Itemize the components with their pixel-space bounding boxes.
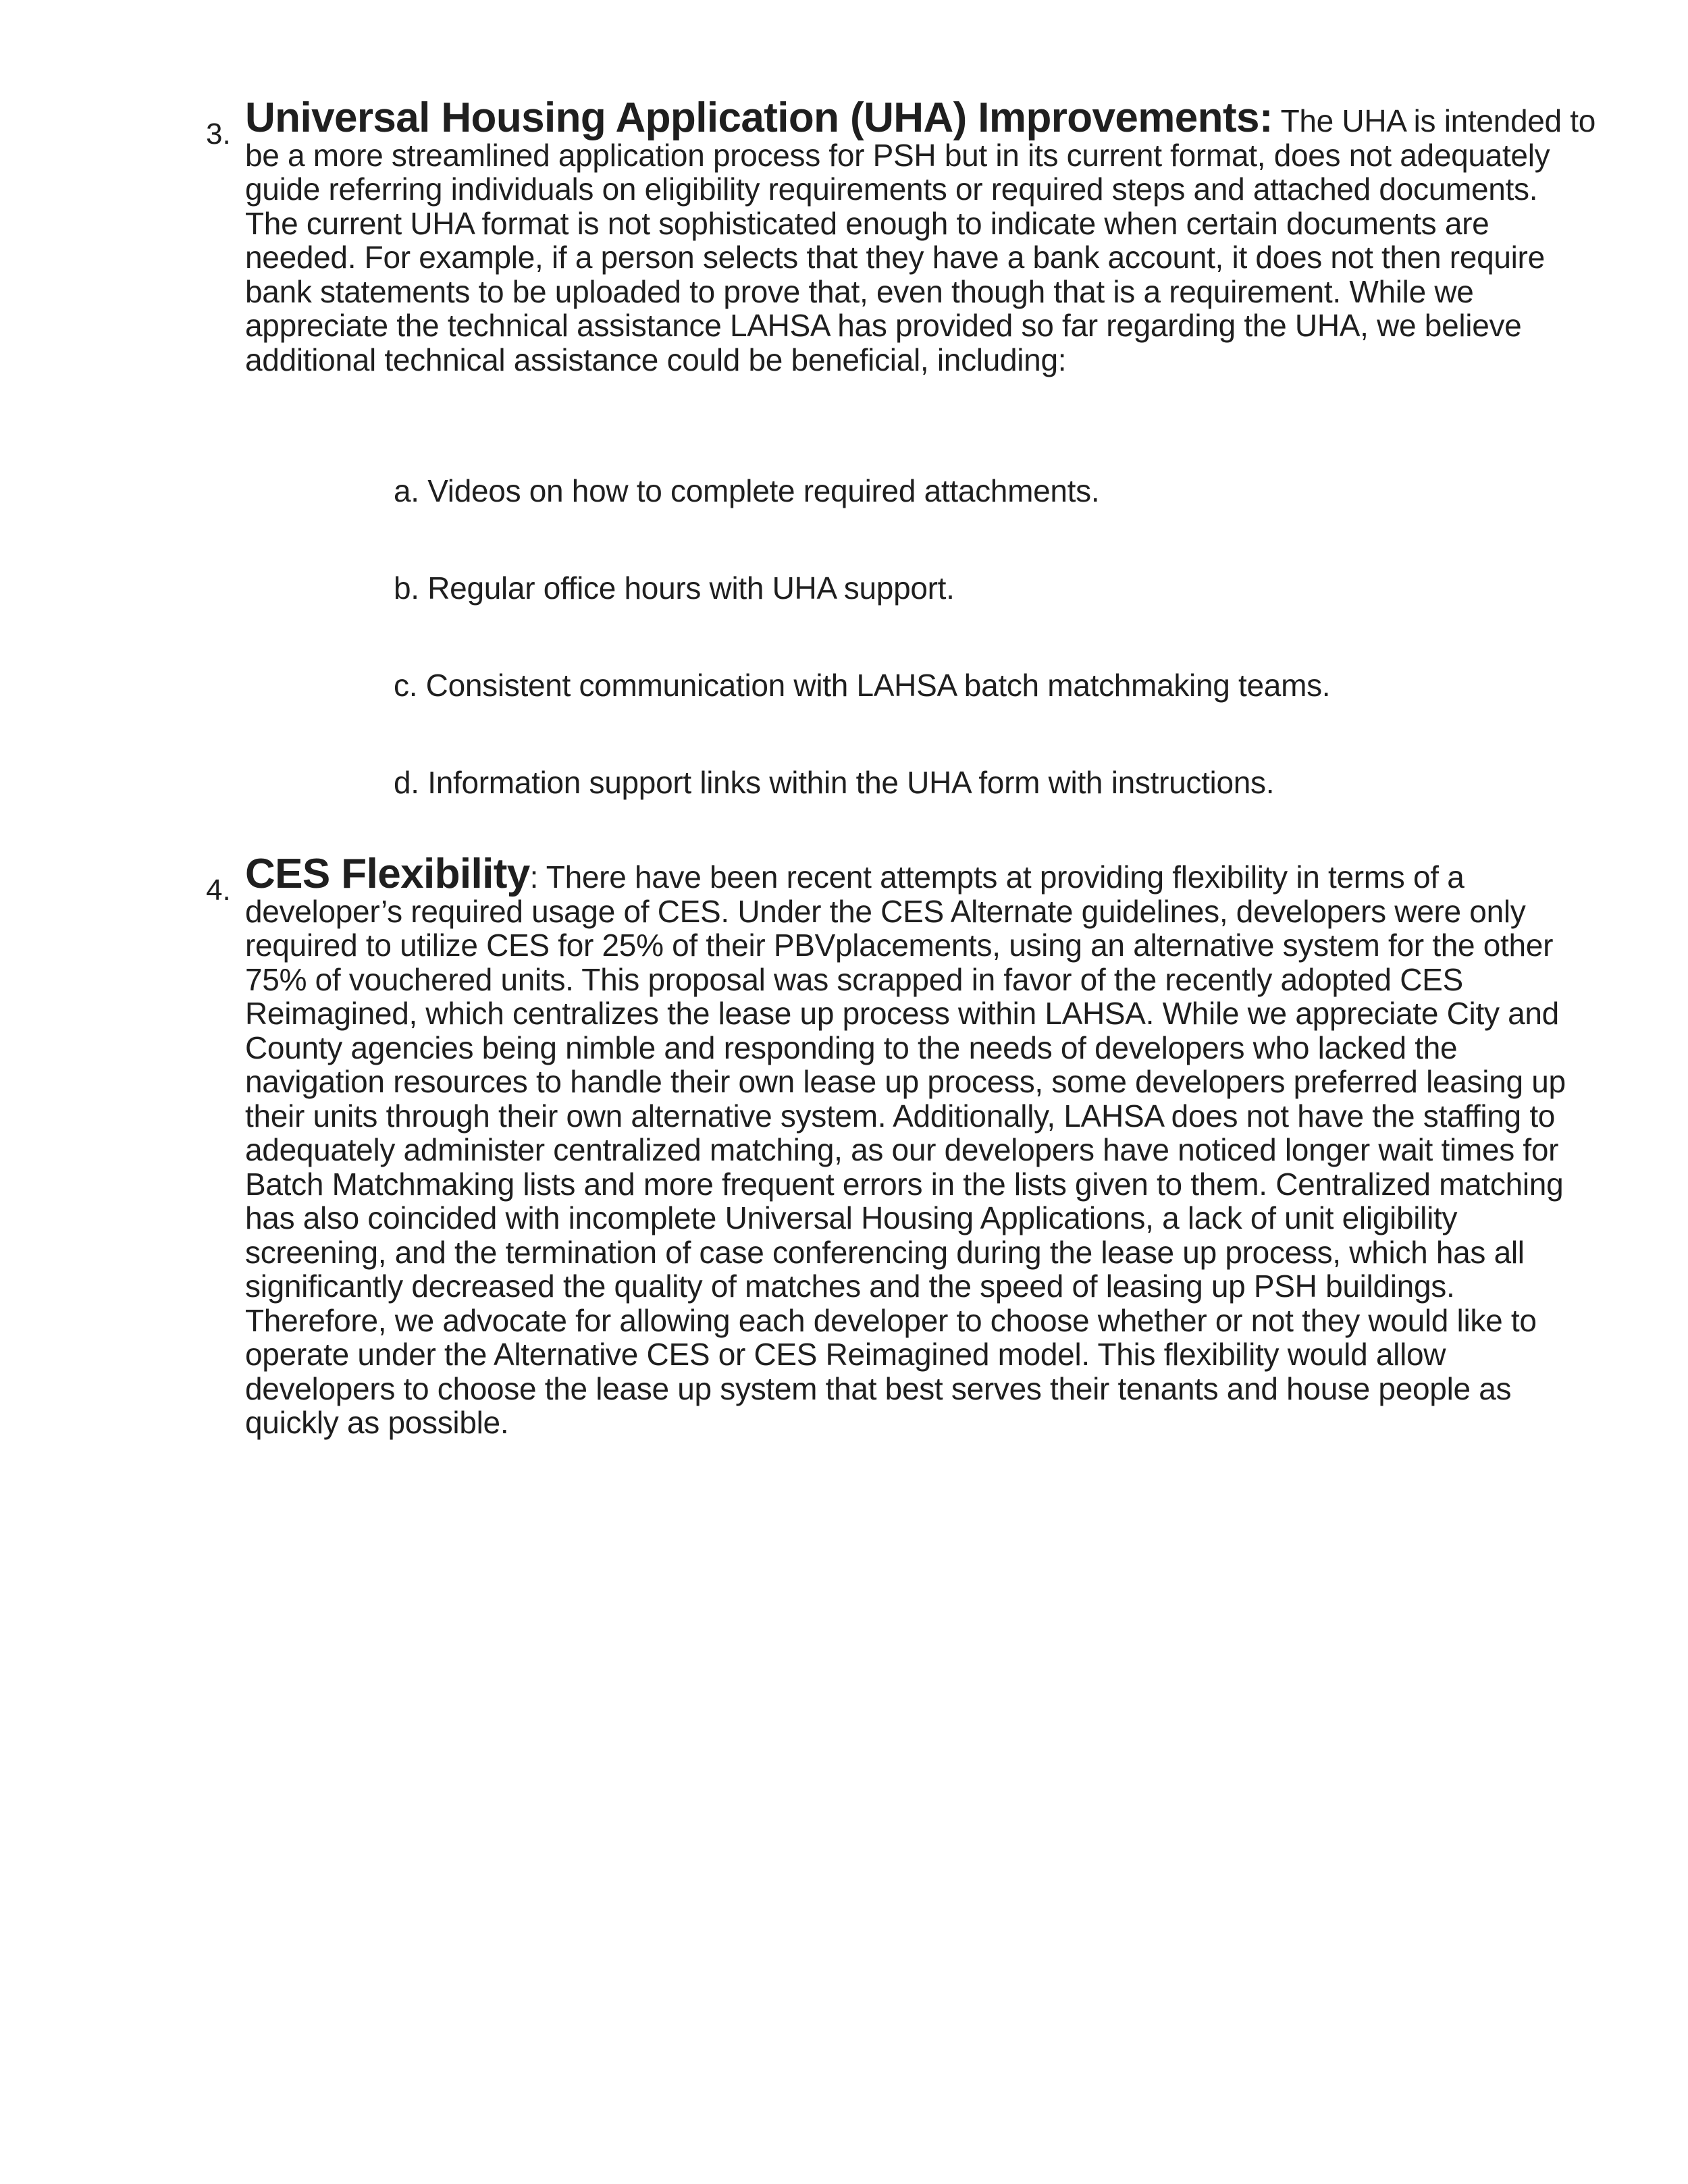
sub-item-c: c. Consistent communication with LAHSA batch matchmaking teams. [394, 668, 1331, 703]
item-4-paragraph [245, 851, 1597, 1440]
item-4-heading-colon: : [529, 859, 539, 895]
sub-item-b: b. Regular office hours with UHA support. [394, 570, 955, 606]
item-3-heading: Universal Housing Application (UHA) Improvements: [245, 95, 1273, 141]
item-3-paragraph [245, 95, 1597, 377]
item-3-body: The UHA is intended to be a more streamlined application process for PSH but in its current format, does not adequately guide referring individuals on eligibility requirements or required steps and attached documents. The current UHA format is not sophisticated enough to indicate when certain documents are needed. For example, if a person selects that they have a bank account, it does not then require bank statements to be uploaded to prove that, even though that is a requirement. While we appreciate the technical assistance LAHSA has provided so far regarding the UHA, we believe additional technical assistance could be beneficial, including: [245, 103, 1596, 377]
sub-item-d: d. Information support links within the UHA form with instructions. [394, 765, 1275, 800]
item-number: 4. [206, 874, 231, 907]
list-item-3 [206, 95, 1597, 377]
sub-item-a: a. Videos on how to complete required attachments. [394, 473, 1100, 508]
item-number: 3. [206, 117, 231, 151]
item-3-sublist [394, 473, 1541, 861]
item-4-heading: CES Flexibility [245, 851, 530, 897]
list-item-4 [206, 851, 1597, 1440]
item-4-body: There have been recent attempts at providing flexibility in terms of a developer’s required usage of CES. Under the CES Alternate guidelines, developers were only required to utilize CES for 25% of their PBVplacements, using an alternative system for the other 75% of vouchered units. This proposal was scrapped in favor of the recently adopted CES Reimagined, which centralizes the lease up process within LAHSA. While we appreciate City and County agencies being nimble and responding to the needs of developers who lacked the navigation resources to handle their own lease up process, some developers preferred leasing up their units through their own alternative system. Additionally, LAHSA does not have the staffing to adequately administer centralized matching, as our developers have noticed longer wait times for Batch Matchmaking lists and more frequent errors in the lists given to them. Centralized matching has also coincided with incomplete Universal Housing Applications, a lack of unit eligibility screening, and the termination of case conferencing during the lease up process, which has all significantly decreased the quality of matches and the speed of leasing up PSH buildings. Therefore, we advocate for allowing each developer to choose whether or not they would like to operate under the Alternative CES or CES Reimagined model. This flexibility would allow developers to choose the lease up system that best serves their tenants and house people as quickly as possible. [245, 859, 1566, 1440]
